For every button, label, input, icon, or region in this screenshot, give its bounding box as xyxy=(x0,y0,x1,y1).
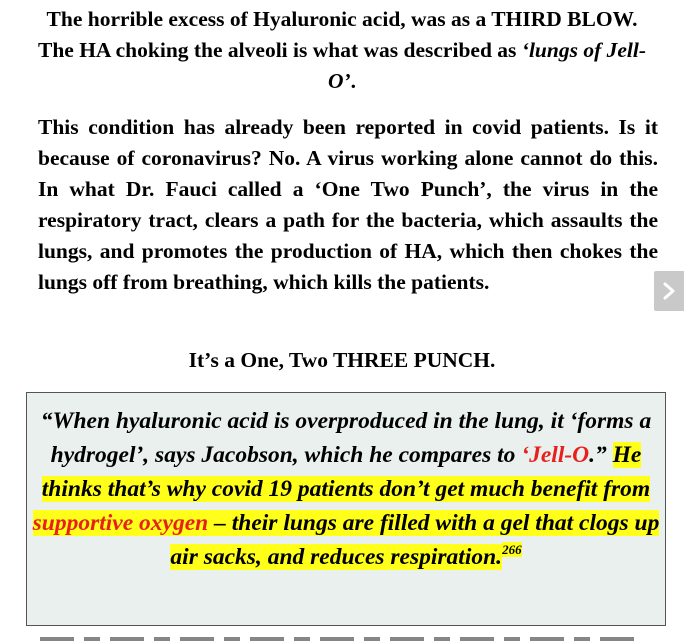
cutoff-next-line xyxy=(40,632,640,641)
paragraph-third-blow-end: . xyxy=(350,69,357,93)
footnote-ref: 266 xyxy=(502,541,522,557)
quote-text xyxy=(27,404,665,574)
paragraph-three-punch: It’s a One, Two THREE PUNCH. xyxy=(188,348,496,372)
lungs-of-jello-phrase: ‘lungs of Jell-O’ xyxy=(327,38,647,93)
next-page-button[interactable] xyxy=(654,271,684,311)
chevron-right-icon xyxy=(662,282,676,300)
quote-intro: “When hyaluronic acid is overproduced in the lung, it ‘forms a hydrogel’, says Jacobson, which he compares to xyxy=(40,408,652,468)
highlight-gel-clog: – their lungs are filled with a gel that clogs up air sacks, and reduces respiration. xyxy=(170,510,660,570)
highlight-covid-benefit: He thinks that’s why covid 19 patients don’t get much benefit from xyxy=(41,442,651,502)
supportive-oxygen-term: supportive oxygen xyxy=(32,510,209,536)
quote-close: .” xyxy=(589,442,613,468)
paragraph-third-blow-text: The horrible excess of Hyaluronic acid, was as a THIRD BLOW. The HA choking the alveoli is what was described as xyxy=(37,7,638,62)
quote-box xyxy=(26,392,666,626)
paragraph-third-blow xyxy=(30,4,654,97)
paragraph-one-two-punch: This condition has already been reported in covid patients. Is it because of coronavirus? No. A virus working alone cannot do this. In what Dr. Fauci called a ‘One Two Punch’, the virus in the respiratory tract, clears a path for the bacteria, which assaults the lungs, and promotes the production of HA, which then chokes the lungs off from breathing, which kills the patients. xyxy=(38,115,658,294)
jello-term: ‘Jell-O xyxy=(521,442,590,468)
